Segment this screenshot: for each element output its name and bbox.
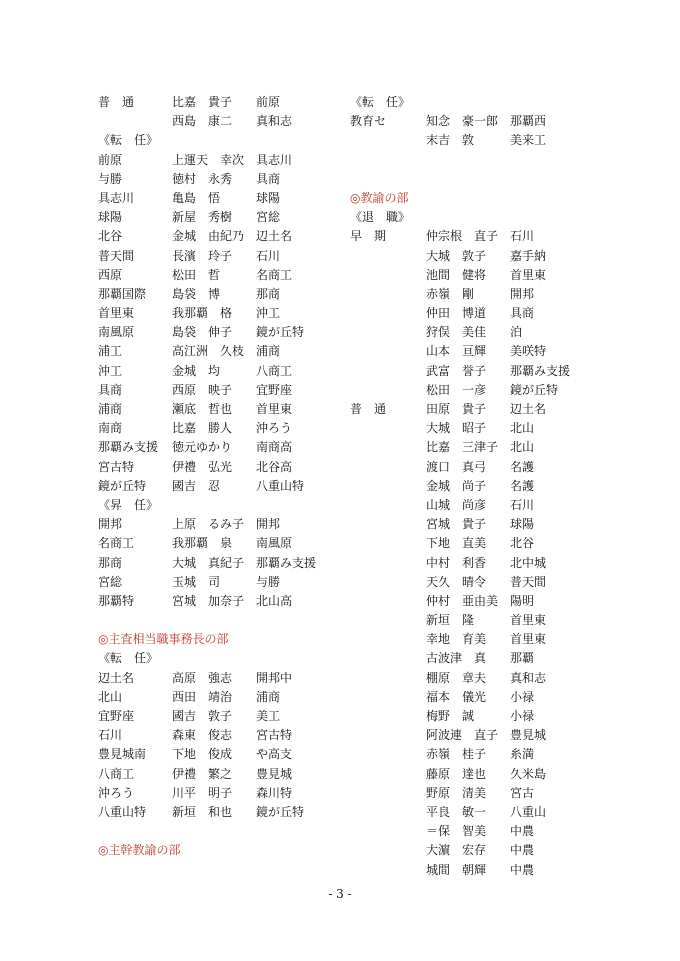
section-heading xyxy=(98,841,348,860)
entry-school: 首里東 xyxy=(510,267,547,282)
entry-region: 普天間 xyxy=(98,248,135,263)
entry-school: 名護 xyxy=(510,459,535,474)
entry-name: 松田 哲 xyxy=(172,267,221,282)
entry-school: 那覇西 xyxy=(510,114,547,129)
entry-school: 前原 xyxy=(256,95,281,109)
entry-school: 鏡が丘特 xyxy=(256,325,305,340)
category-heading xyxy=(98,496,348,515)
entry-school: 八重山 xyxy=(510,804,547,819)
entry-name: 徳元ゆかり xyxy=(172,440,233,455)
entry-region: 与勝 xyxy=(98,171,123,186)
personnel-entry xyxy=(350,765,640,784)
entry-region: 沖ろう xyxy=(98,785,135,800)
entry-school: や高支 xyxy=(256,747,293,762)
entry-name: 仲村 亜由美 xyxy=(426,593,499,608)
personnel-entry xyxy=(98,458,348,477)
entry-name: 川平 明子 xyxy=(172,785,233,800)
entry-name: 宮城 貴子 xyxy=(426,517,487,532)
entry-name: 亀島 悟 xyxy=(172,190,221,205)
entry-name: 瀬底 哲也 xyxy=(172,402,233,416)
personnel-entry xyxy=(350,247,640,266)
entry-name: 平良 敏一 xyxy=(426,804,487,819)
entry-school: 森川特 xyxy=(256,785,293,800)
entry-region: 球陽 xyxy=(98,210,123,225)
entry-name: 阿波連 直子 xyxy=(426,728,499,743)
entry-name: 長濱 玲子 xyxy=(172,248,233,263)
entry-name: 赤嶺 桂子 xyxy=(426,747,487,762)
entry-school: 真和志 xyxy=(510,670,547,685)
entry-region: 鏡が丘特 xyxy=(98,478,147,493)
entry-school: 那覇 xyxy=(510,651,535,666)
entry-school: 北山 xyxy=(510,421,535,436)
entry-name: 山城 尚彦 xyxy=(426,497,487,512)
personnel-entry xyxy=(98,688,348,707)
personnel-entry xyxy=(350,515,640,534)
entry-name: 武富 誉子 xyxy=(426,363,487,378)
entry-region: 那覇国際 xyxy=(98,286,147,301)
entry-region: 西原 xyxy=(98,267,123,282)
entry-name: 野原 清美 xyxy=(426,785,487,800)
entry-region: 八重山特 xyxy=(98,804,147,819)
entry-school: 開邦中 xyxy=(256,670,293,685)
entry-school: 首里東 xyxy=(510,613,547,628)
personnel-entry xyxy=(98,362,348,381)
entry-name: 西原 映子 xyxy=(172,382,233,397)
personnel-entry xyxy=(350,534,640,553)
entry-region: 那覇み支援 xyxy=(98,440,159,455)
entry-region: 宮古特 xyxy=(98,459,135,474)
section-heading xyxy=(350,189,640,208)
entry-name: 島袋 伸子 xyxy=(172,325,233,340)
entry-region: 早 期 xyxy=(350,229,387,244)
entry-region: 豊見城南 xyxy=(98,747,147,762)
entry-region: 南商 xyxy=(98,421,123,436)
entry-name: 島袋 博 xyxy=(172,286,221,301)
entry-school: 陽明 xyxy=(510,593,535,608)
entry-region: 名商工 xyxy=(98,536,135,551)
entry-name: 比嘉 貴子 xyxy=(172,95,233,109)
personnel-entry xyxy=(98,592,348,611)
personnel-entry xyxy=(98,745,348,764)
entry-region: 南風原 xyxy=(98,325,135,340)
entry-school: 鏡が丘特 xyxy=(510,382,559,397)
entry-name: 比嘉 勝人 xyxy=(172,421,233,436)
personnel-entry xyxy=(350,803,640,822)
entry-school: 浦商 xyxy=(256,344,281,359)
entry-name: 中村 利香 xyxy=(426,555,487,570)
entry-school: 糸満 xyxy=(510,747,535,762)
entry-school: 宮古 xyxy=(510,785,535,800)
personnel-entry xyxy=(350,323,640,342)
blank-line xyxy=(98,822,348,841)
entry-school: 中農 xyxy=(510,824,535,839)
entry-name: 高江洲 久枝 xyxy=(172,344,245,359)
section-heading-text: ◎教諭の部 xyxy=(350,190,409,205)
entry-name: 徳村 永秀 xyxy=(172,171,233,186)
entry-school: 宜野座 xyxy=(256,382,293,397)
category-heading-text: 《昇 任》 xyxy=(98,497,159,512)
entry-school: 那覇み支援 xyxy=(256,555,317,570)
entry-school: 開邦 xyxy=(510,286,535,301)
personnel-entry xyxy=(350,861,640,880)
entry-region: 開邦 xyxy=(98,517,123,532)
personnel-entry xyxy=(350,822,640,841)
entry-school: 小禄 xyxy=(510,709,535,723)
entry-region: 北谷 xyxy=(98,229,123,244)
personnel-entry xyxy=(350,131,640,150)
entry-school: 具商 xyxy=(256,171,281,186)
entry-school: 南風原 xyxy=(256,536,293,551)
entry-region: 那覇特 xyxy=(98,593,135,608)
personnel-entry xyxy=(98,112,348,131)
entry-school: 美工 xyxy=(256,709,281,723)
entry-region: 具志川 xyxy=(98,190,135,205)
entry-school: 沖工 xyxy=(256,306,281,321)
entry-school: 開邦 xyxy=(256,517,281,532)
entry-name: 金城 尚子 xyxy=(426,478,487,493)
entry-name: 田原 貴子 xyxy=(426,402,487,416)
entry-name: 天久 晴令 xyxy=(426,574,487,589)
entry-name: 國吉 敦子 xyxy=(172,709,233,723)
left-column xyxy=(98,93,348,861)
entry-name: 國吉 忍 xyxy=(172,478,221,493)
entry-name: 新垣 隆 xyxy=(426,613,475,628)
personnel-entry xyxy=(350,649,640,668)
entry-school: 名護 xyxy=(510,478,535,493)
entry-name: 古波津 真 xyxy=(426,651,487,666)
entry-name: 森東 俊志 xyxy=(172,728,233,743)
entry-school: 球陽 xyxy=(510,517,535,532)
entry-school: 辺土名 xyxy=(256,229,293,244)
entry-school: 豊見城 xyxy=(256,766,293,781)
entry-name: 下地 直美 xyxy=(426,536,487,551)
personnel-entry xyxy=(350,362,640,381)
entry-name: 玉城 司 xyxy=(172,574,221,589)
entry-name: 福本 儀光 xyxy=(426,689,487,704)
entry-school: 石川 xyxy=(256,248,281,263)
entry-region: 辺土名 xyxy=(98,670,135,685)
entry-name: 伊禮 弘光 xyxy=(172,459,233,474)
blank-line xyxy=(350,170,640,189)
personnel-entry xyxy=(350,304,640,323)
personnel-entry xyxy=(98,247,348,266)
personnel-entry xyxy=(98,554,348,573)
entry-name: 大城 昭子 xyxy=(426,421,487,436)
personnel-entry xyxy=(350,784,640,803)
personnel-entry xyxy=(98,227,348,246)
entry-name: 知念 豪一郎 xyxy=(426,114,499,129)
entry-name: 新屋 秀樹 xyxy=(172,210,233,225)
entry-name: 新垣 和也 xyxy=(172,804,233,819)
entry-school: 普天間 xyxy=(510,574,547,589)
entry-name: 大城 真紀子 xyxy=(172,555,245,570)
category-heading xyxy=(98,131,348,150)
entry-school: 北山高 xyxy=(256,593,293,608)
entry-school: 首里東 xyxy=(256,402,293,416)
personnel-entry xyxy=(98,93,348,112)
entry-school: 与勝 xyxy=(256,574,281,589)
entry-region: 那商 xyxy=(98,555,123,570)
entry-name: 松田 一彦 xyxy=(426,382,487,397)
entry-region: 北山 xyxy=(98,689,123,704)
entry-school: 北中城 xyxy=(510,555,547,570)
entry-school: 嘉手納 xyxy=(510,248,547,263)
entry-name: 幸地 育美 xyxy=(426,632,487,647)
section-heading-text: ◎主査相当職事務長の部 xyxy=(98,632,229,647)
entry-name: 棚原 章夫 xyxy=(426,670,487,685)
entry-school: 南商高 xyxy=(256,440,293,455)
entry-school: 宮総 xyxy=(256,210,281,225)
entry-name: 池間 健将 xyxy=(426,267,487,282)
entry-name: 大濵 宏存 xyxy=(426,843,487,858)
entry-school: 鏡が丘特 xyxy=(256,804,305,819)
entry-name: 比嘉 三津子 xyxy=(426,440,499,455)
entry-name: 我那覇 泉 xyxy=(172,536,233,551)
entry-school: 北谷 xyxy=(510,536,535,551)
entry-school: 八重山特 xyxy=(256,478,305,493)
entry-name: 赤嶺 剛 xyxy=(426,286,475,301)
entry-school: 泊 xyxy=(510,325,523,340)
entry-name: 西島 康二 xyxy=(172,114,233,129)
category-heading-text: 《転 任》 xyxy=(98,651,159,666)
personnel-entry xyxy=(98,515,348,534)
personnel-entry xyxy=(98,266,348,285)
entry-region: 具商 xyxy=(98,382,123,397)
personnel-entry xyxy=(350,112,640,131)
category-heading-text: 《退 職》 xyxy=(350,210,411,225)
entry-school: 宮古特 xyxy=(256,728,293,743)
personnel-entry xyxy=(98,304,348,323)
personnel-entry xyxy=(98,784,348,803)
personnel-entry xyxy=(350,841,640,860)
blank-line xyxy=(350,151,640,170)
entry-name: 上原 るみ子 xyxy=(172,517,245,532)
entry-name: 下地 俊成 xyxy=(172,747,233,762)
entry-school: 具商 xyxy=(510,306,535,321)
entry-school: 名商工 xyxy=(256,267,293,282)
section-heading xyxy=(98,630,348,649)
entry-school: 石川 xyxy=(510,497,535,512)
personnel-entry xyxy=(350,573,640,592)
category-heading-text: 《転 任》 xyxy=(98,133,159,148)
entry-name: 梅野 誠 xyxy=(426,709,475,723)
section-heading-text: ◎主幹教諭の部 xyxy=(98,843,181,858)
entry-name: 西田 靖治 xyxy=(172,689,233,704)
personnel-entry xyxy=(98,342,348,361)
personnel-entry xyxy=(98,438,348,457)
personnel-entry xyxy=(98,534,348,553)
personnel-entry xyxy=(98,208,348,227)
entry-name: 伊禮 繁之 xyxy=(172,766,233,781)
entry-school: 真和志 xyxy=(256,114,293,129)
entry-name: 金城 由紀乃 xyxy=(172,229,245,244)
category-heading-text: 《転 任》 xyxy=(350,95,411,109)
entry-school: 八商工 xyxy=(256,363,293,378)
personnel-entry xyxy=(350,496,640,515)
personnel-entry xyxy=(98,189,348,208)
personnel-entry xyxy=(98,477,348,496)
entry-school: 豊見城 xyxy=(510,728,547,743)
personnel-entry xyxy=(98,323,348,342)
personnel-entry xyxy=(350,227,640,246)
entry-name: 宮城 加奈子 xyxy=(172,593,245,608)
entry-school: 首里東 xyxy=(510,632,547,647)
personnel-entry xyxy=(350,266,640,285)
personnel-entry xyxy=(350,707,640,726)
entry-name: 狩俣 美佳 xyxy=(426,325,487,340)
personnel-entry xyxy=(350,669,640,688)
entry-name: 城間 朝輝 xyxy=(426,862,487,877)
entry-school: 中農 xyxy=(510,862,535,877)
personnel-entry xyxy=(98,381,348,400)
entry-region: 前原 xyxy=(98,152,123,167)
entry-name: 末吉 敦 xyxy=(426,133,475,148)
entry-region: 宜野座 xyxy=(98,709,135,723)
blank-line xyxy=(98,611,348,630)
entry-school: 美来工 xyxy=(510,133,547,148)
entry-school: 北山 xyxy=(510,440,535,455)
entry-name: 渡口 真弓 xyxy=(426,459,487,474)
entry-name: 大城 敦子 xyxy=(426,248,487,263)
entry-region: 普 通 xyxy=(350,402,387,416)
entry-school: 辺土名 xyxy=(510,402,547,416)
personnel-entry xyxy=(98,803,348,822)
entry-name: 我那覇 格 xyxy=(172,306,233,321)
entry-name: ＝保 智美 xyxy=(426,824,487,839)
category-heading xyxy=(350,93,640,112)
category-heading xyxy=(350,208,640,227)
personnel-entry xyxy=(350,745,640,764)
personnel-entry xyxy=(98,419,348,438)
personnel-entry xyxy=(350,592,640,611)
entry-name: 金城 均 xyxy=(172,363,221,378)
personnel-entry xyxy=(350,458,640,477)
personnel-entry xyxy=(350,285,640,304)
entry-region: 浦工 xyxy=(98,344,123,359)
personnel-entry xyxy=(350,477,640,496)
entry-name: 高原 強志 xyxy=(172,670,233,685)
entry-region: 普 通 xyxy=(98,95,135,109)
entry-region: 沖工 xyxy=(98,363,123,378)
entry-school: 那覇み支援 xyxy=(510,363,571,378)
entry-school: 那商 xyxy=(256,286,281,301)
entry-name: 仲田 博道 xyxy=(426,306,487,321)
personnel-entry xyxy=(98,765,348,784)
personnel-entry xyxy=(350,438,640,457)
personnel-entry xyxy=(98,726,348,745)
entry-school: 小禄 xyxy=(510,689,535,704)
personnel-entry xyxy=(98,573,348,592)
entry-region: 石川 xyxy=(98,728,123,743)
personnel-entry xyxy=(350,726,640,745)
entry-region: 浦商 xyxy=(98,402,123,416)
entry-name: 上運天 幸次 xyxy=(172,152,245,167)
personnel-entry xyxy=(350,554,640,573)
entry-school: 具志川 xyxy=(256,152,293,167)
entry-school: 中農 xyxy=(510,843,535,858)
personnel-entry xyxy=(98,170,348,189)
entry-school: 球陽 xyxy=(256,190,281,205)
entry-name: 山本 亘輝 xyxy=(426,344,487,359)
personnel-entry xyxy=(350,400,640,419)
entry-region: 首里東 xyxy=(98,306,135,321)
personnel-entry xyxy=(98,707,348,726)
entry-school: 美咲特 xyxy=(510,344,547,359)
personnel-entry xyxy=(350,419,640,438)
page-number: - 3 - xyxy=(328,887,352,901)
personnel-entry xyxy=(350,342,640,361)
right-column xyxy=(350,93,640,880)
entry-school: 沖ろう xyxy=(256,421,293,436)
entry-school: 北谷高 xyxy=(256,459,293,474)
entry-region: 宮総 xyxy=(98,574,123,589)
entry-name: 藤原 達也 xyxy=(426,766,487,781)
personnel-entry xyxy=(98,400,348,419)
personnel-entry xyxy=(98,285,348,304)
personnel-entry xyxy=(98,669,348,688)
category-heading xyxy=(98,649,348,668)
entry-school: 久米島 xyxy=(510,766,547,781)
entry-name: 仲宗根 直子 xyxy=(426,229,499,244)
personnel-entry xyxy=(98,151,348,170)
entry-region: 八商工 xyxy=(98,766,135,781)
personnel-entry xyxy=(350,688,640,707)
personnel-entry xyxy=(350,630,640,649)
entry-region: 教育セ xyxy=(350,114,387,129)
entry-school: 石川 xyxy=(510,229,535,244)
personnel-entry xyxy=(350,611,640,630)
entry-school: 浦商 xyxy=(256,689,281,704)
personnel-entry xyxy=(350,381,640,400)
